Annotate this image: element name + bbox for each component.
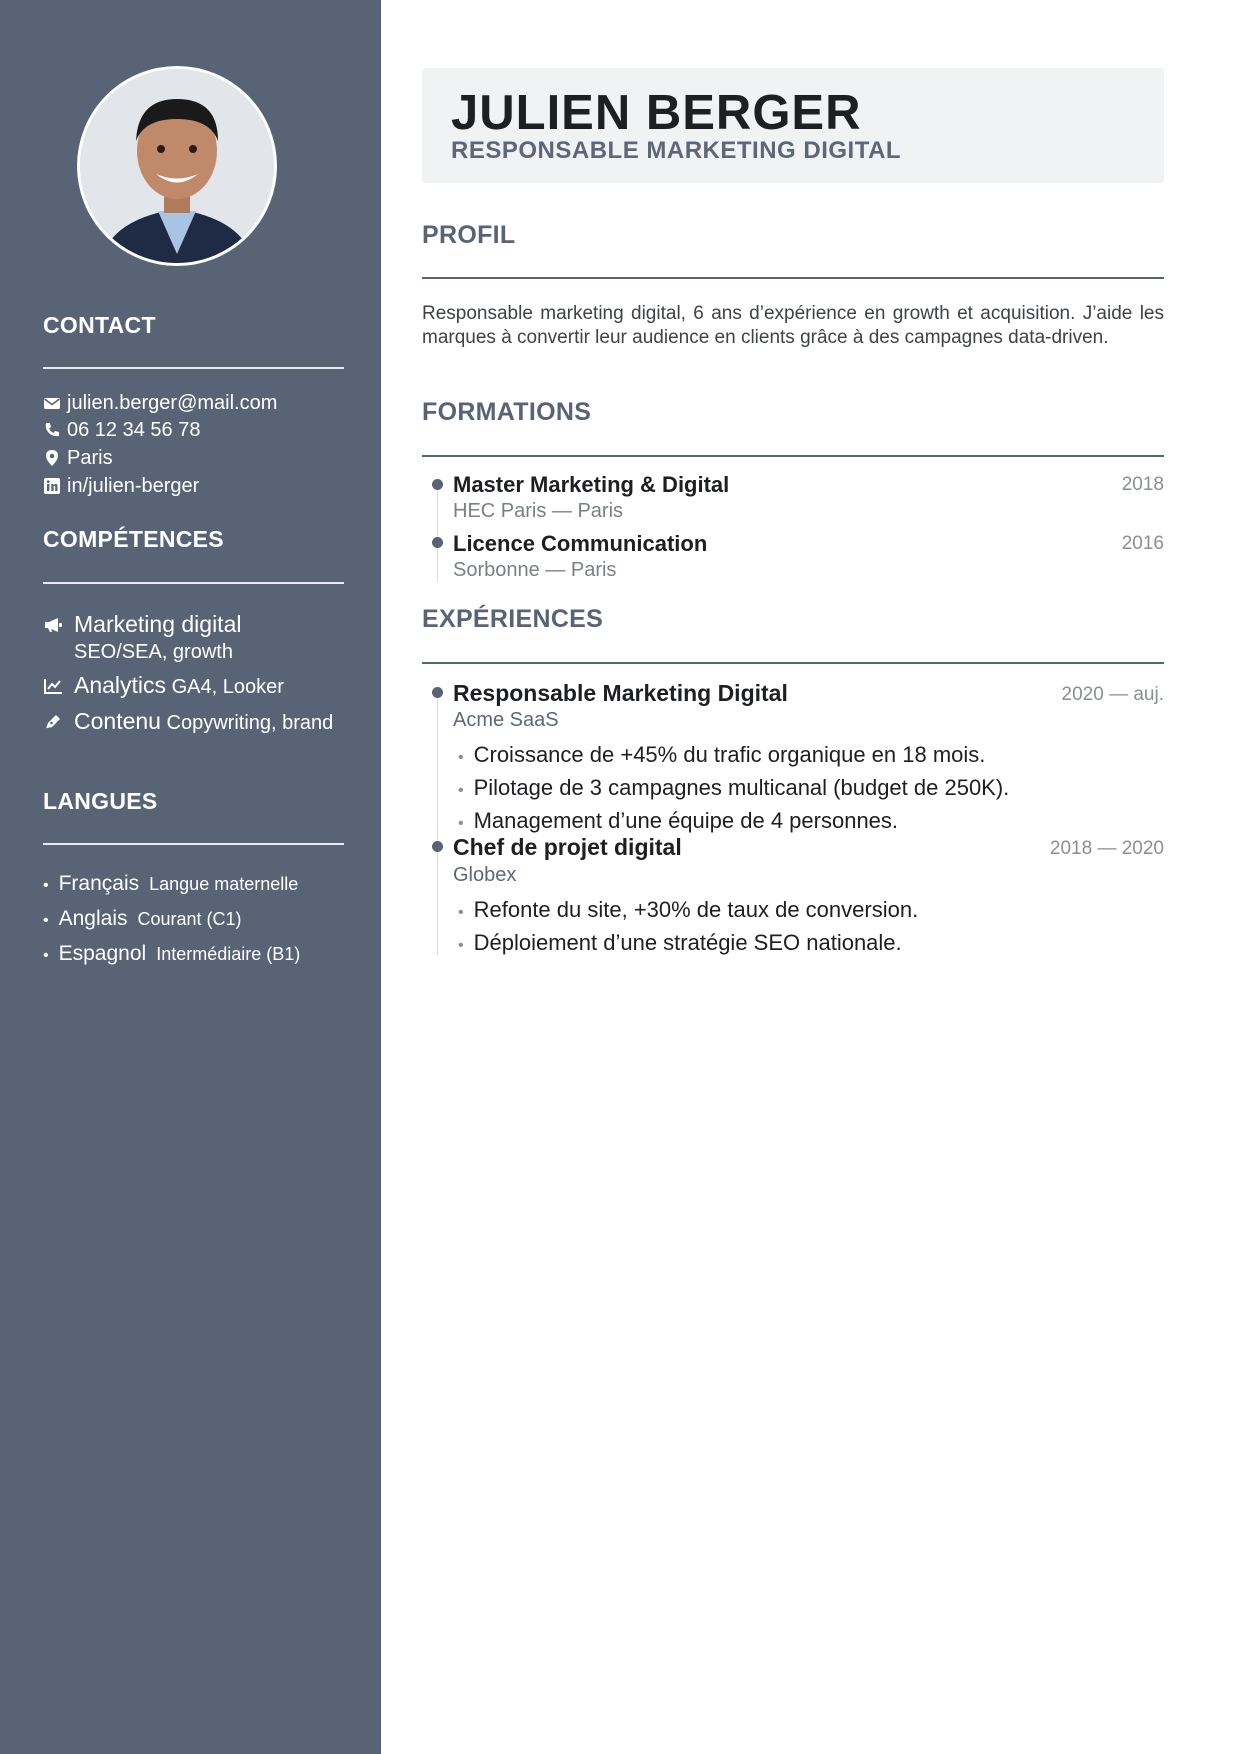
section-divider — [422, 662, 1164, 664]
timeline-dot — [432, 687, 443, 698]
profile-photo — [77, 66, 277, 266]
linkedin-icon — [43, 477, 61, 495]
skill-name: Contenu — [74, 708, 161, 734]
timeline-line — [437, 690, 438, 955]
contact-email[interactable] — [43, 391, 277, 415]
skill-name: Marketing digital — [74, 611, 242, 637]
avatar-illustration — [80, 69, 274, 263]
job-dates: 2020 — auj. — [1061, 684, 1164, 705]
skill-detail: Copywriting, brand — [166, 712, 334, 734]
degree: Master Marketing & Digital — [453, 472, 730, 497]
achievement-item: • Déploiement d’une stratégie SEO nationale. — [458, 930, 902, 955]
divider — [43, 582, 344, 584]
email-text: julien.berger@mail.com — [67, 392, 278, 414]
job-title: RESPONSABLE MARKETING DIGITAL — [451, 137, 902, 164]
contact-location — [43, 446, 113, 470]
contact-phone[interactable] — [43, 418, 200, 442]
school: Sorbonne — Paris — [453, 559, 617, 581]
location-text: Paris — [67, 447, 113, 469]
languages-title: LANGUES — [43, 788, 158, 814]
contact-title: CONTACT — [43, 312, 156, 338]
skill-item — [43, 672, 344, 700]
achievement-item: • Refonte du site, +30% de taux de conversion. — [458, 897, 919, 922]
job-dates: 2018 — 2020 — [1049, 838, 1164, 859]
year: 2018 — [1121, 474, 1164, 495]
megaphone-icon — [43, 616, 63, 634]
contact-linkedin[interactable] — [43, 474, 199, 498]
skills-title: COMPÉTENCES — [43, 526, 224, 552]
achievement-item: • Management d’une équipe de 4 personnes. — [458, 808, 899, 833]
divider — [43, 843, 344, 845]
language-level: Intermédiaire (B1) — [156, 944, 301, 964]
map-pin-icon — [43, 449, 61, 467]
experience-title: EXPÉRIENCES — [422, 605, 604, 633]
phone-icon — [43, 421, 61, 439]
company: Acme SaaS — [453, 709, 559, 731]
language-item: • Espagnol Intermédiaire (B1) — [43, 942, 301, 965]
section-divider — [422, 277, 1164, 279]
full-name: JULIEN BERGER — [451, 86, 862, 140]
main-content — [422, 0, 1164, 1754]
skill-item — [43, 708, 344, 736]
section-divider — [422, 455, 1164, 457]
company: Globex — [453, 864, 517, 886]
year: 2016 — [1121, 533, 1164, 554]
header-box — [422, 68, 1164, 183]
envelope-icon — [43, 394, 61, 412]
language-name: Anglais — [58, 907, 128, 930]
job-role: Chef de projet digital — [453, 834, 682, 860]
timeline-dot — [432, 841, 443, 852]
degree: Licence Communication — [453, 531, 708, 556]
skill-detail: SEO/SEA, growth — [74, 641, 233, 663]
achievement-item: • Croissance de +45% du trafic organique en 18 mois. — [458, 742, 986, 767]
achievements-list — [458, 740, 1009, 839]
language-item: • Français Langue maternelle — [43, 872, 299, 895]
language-item: • Anglais Courant (C1) — [43, 907, 242, 930]
language-level: Courant (C1) — [137, 909, 242, 929]
profile-title: PROFIL — [422, 221, 516, 249]
school: HEC Paris — Paris — [453, 500, 624, 522]
contact-section — [43, 310, 344, 497]
timeline-dot — [432, 537, 443, 548]
language-name: Français — [58, 872, 140, 895]
phone-text: 06 12 34 56 78 — [67, 419, 201, 441]
skill-item — [43, 611, 344, 665]
skill-name: Analytics — [74, 672, 167, 698]
profile-text: Responsable marketing digital, 6 ans d’expérience en growth et acquisition. J’aide les marques à convertir leur audience en clients grâce à des campagnes data-driven. — [422, 303, 1164, 348]
chart-line-icon — [43, 677, 63, 695]
divider — [43, 367, 344, 369]
languages-section — [43, 786, 344, 965]
education-title: FORMATIONS — [422, 398, 592, 426]
skill-detail: GA4, Looker — [171, 676, 284, 698]
linkedin-text: in/julien-berger — [67, 475, 200, 497]
timeline-line — [437, 482, 438, 582]
pen-icon — [43, 713, 63, 731]
job-role: Responsable Marketing Digital — [453, 680, 788, 706]
achievements-list — [458, 895, 918, 961]
achievement-item: • Pilotage de 3 campagnes multicanal (budget de 250K). — [458, 775, 1010, 800]
timeline-dot — [432, 479, 443, 490]
language-name: Espagnol — [58, 942, 147, 965]
language-level: Langue maternelle — [149, 874, 299, 894]
sidebar — [0, 0, 381, 1754]
skills-section — [43, 524, 344, 734]
